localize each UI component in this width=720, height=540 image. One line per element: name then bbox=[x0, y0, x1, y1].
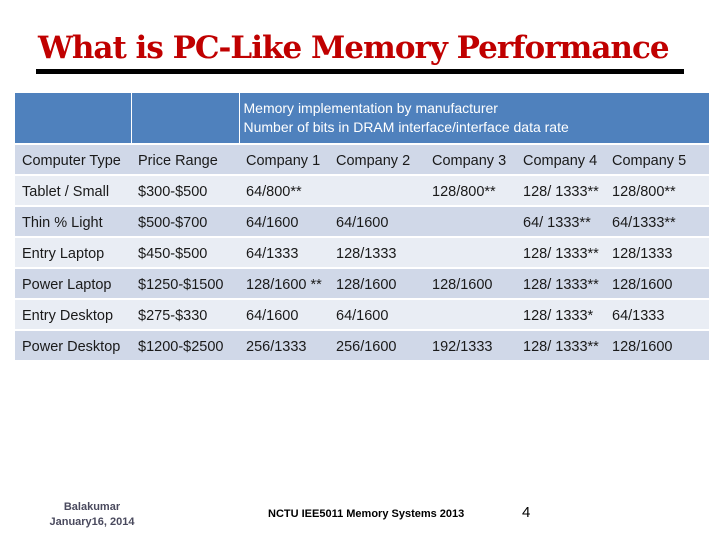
table-cell: 256/1333 bbox=[239, 330, 329, 360]
table-cell: 64/1600 bbox=[239, 299, 329, 330]
table-cell: 128/ 1333** bbox=[516, 268, 605, 299]
table-cell bbox=[329, 175, 425, 206]
table-cell: 128/ 1333** bbox=[516, 175, 605, 206]
table-cell: 128/800** bbox=[605, 175, 709, 206]
table-cell: 64/1333** bbox=[605, 206, 709, 237]
table-cell: 128/1333 bbox=[329, 237, 425, 268]
table-cell bbox=[425, 237, 516, 268]
table-cell: Entry Laptop bbox=[15, 237, 131, 268]
column-headers-row bbox=[15, 144, 709, 175]
table-cell: Entry Desktop bbox=[15, 299, 131, 330]
author-name: Balakumar bbox=[63, 501, 121, 513]
table-cell bbox=[425, 299, 516, 330]
author-footer bbox=[33, 500, 151, 530]
table-cell: 128/ 1333** bbox=[516, 237, 605, 268]
table-cell: 128/1600 bbox=[605, 268, 709, 299]
table-cell: 64/1600 bbox=[329, 299, 425, 330]
table-cell: 128/1600 ** bbox=[239, 268, 329, 299]
table-cell: 64/ 1333** bbox=[516, 206, 605, 237]
table-cell: $1200-$2500 bbox=[131, 330, 239, 360]
column-header: Company 2 bbox=[329, 144, 425, 175]
memory-table bbox=[15, 93, 709, 360]
header-line-2: Number of bits in DRAM interface/interface data rate bbox=[243, 119, 569, 135]
column-header: Company 5 bbox=[605, 144, 709, 175]
column-header: Company 4 bbox=[516, 144, 605, 175]
header-empty-cell bbox=[131, 93, 239, 144]
table-cell: 64/1600 bbox=[329, 206, 425, 237]
table-cell: 64/800** bbox=[239, 175, 329, 206]
page-number: 4 bbox=[522, 504, 531, 521]
slide-title: What is PC-Like Memory Performance bbox=[38, 30, 669, 66]
table-cell: $275-$330 bbox=[131, 299, 239, 330]
table-cell: $450-$500 bbox=[131, 237, 239, 268]
table-cell: 128/800** bbox=[425, 175, 516, 206]
presentation-date: January16, 2014 bbox=[49, 516, 135, 528]
table-row bbox=[15, 206, 709, 237]
column-header: Company 3 bbox=[425, 144, 516, 175]
header-empty-cell bbox=[15, 93, 131, 144]
table-header-row bbox=[15, 93, 709, 144]
column-header: Company 1 bbox=[239, 144, 329, 175]
table-cell: 64/1333 bbox=[239, 237, 329, 268]
table-cell: 128/1333 bbox=[605, 237, 709, 268]
table-row bbox=[15, 330, 709, 360]
table-cell bbox=[425, 206, 516, 237]
header-cell bbox=[239, 93, 709, 144]
title-underline bbox=[36, 69, 684, 74]
table-cell: $1250-$1500 bbox=[131, 268, 239, 299]
table-cell: Power Desktop bbox=[15, 330, 131, 360]
table-cell: 64/1600 bbox=[239, 206, 329, 237]
table-cell: Thin % Light bbox=[15, 206, 131, 237]
table-cell: 128/1600 bbox=[329, 268, 425, 299]
table-cell: 64/1333 bbox=[605, 299, 709, 330]
table-cell: Tablet / Small bbox=[15, 175, 131, 206]
table-row bbox=[15, 299, 709, 330]
table-row bbox=[15, 175, 709, 206]
table-row bbox=[15, 237, 709, 268]
table-cell: 256/1600 bbox=[329, 330, 425, 360]
table-cell: 128/1600 bbox=[425, 268, 516, 299]
course-footer: NCTU IEE5011 Memory Systems 2013 bbox=[268, 508, 465, 520]
column-header: Computer Type bbox=[15, 144, 131, 175]
table-cell: $300-$500 bbox=[131, 175, 239, 206]
table-cell: 192/1333 bbox=[425, 330, 516, 360]
column-header: Price Range bbox=[131, 144, 239, 175]
table-cell: 128/ 1333* bbox=[516, 299, 605, 330]
table-cell: 128/1600 bbox=[605, 330, 709, 360]
table-cell: 128/ 1333** bbox=[516, 330, 605, 360]
header-line-1: Memory implementation by manufacturer bbox=[243, 100, 498, 116]
table-cell: Power Laptop bbox=[15, 268, 131, 299]
table-row bbox=[15, 268, 709, 299]
table-cell: $500-$700 bbox=[131, 206, 239, 237]
